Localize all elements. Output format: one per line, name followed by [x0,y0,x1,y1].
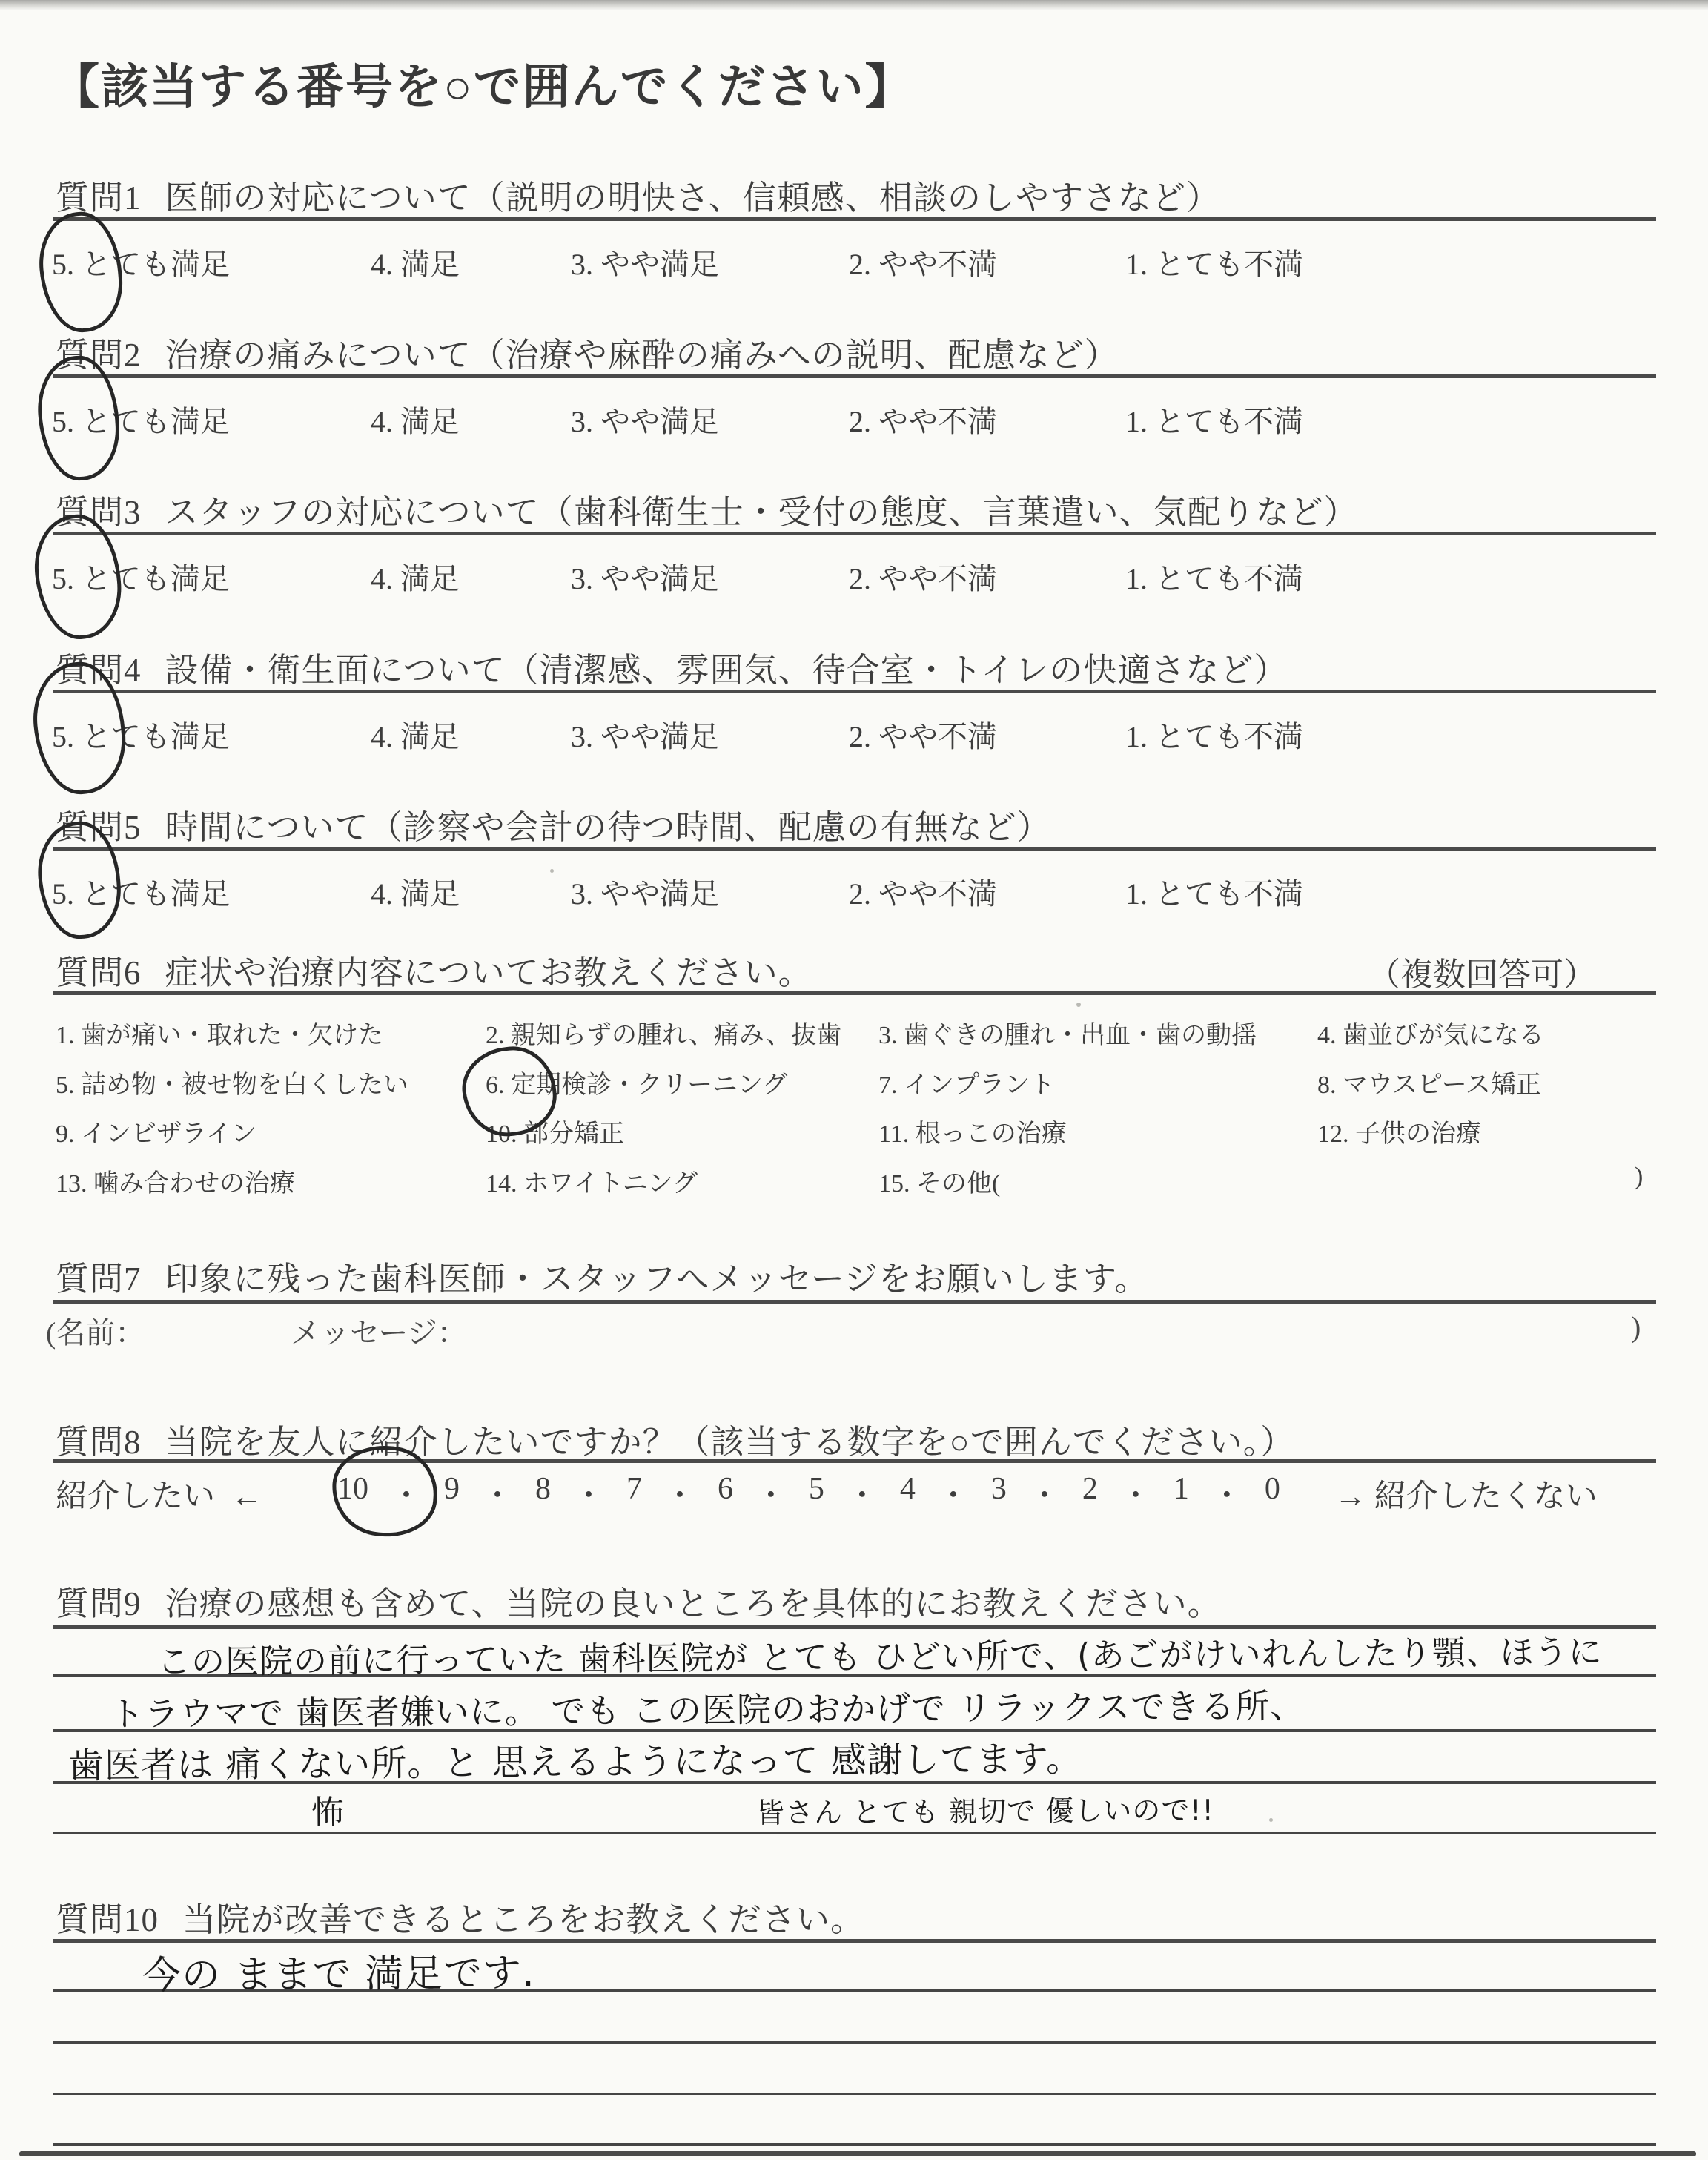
q6-item-10: 10. 部分矯正 [486,1120,624,1148]
q9-handwriting-correction: 怖 [311,1793,345,1832]
q8-dot: ・ [572,1479,604,1513]
question-2-number: 質問2 [56,337,142,374]
question-6-note: （複数回答可） [1368,957,1596,993]
q6-item-14: 14. ホワイトニング [486,1170,698,1198]
q5-option-2: 2. やや不満 [849,877,997,911]
q4-option-1: 1. とても不満 [1125,720,1303,753]
q8-number-0: 0 [1264,1472,1280,1506]
question-1-header [56,171,1220,219]
question-10-header [56,1892,864,1941]
q3-option-1: 1. とても不満 [1125,562,1303,595]
question-8-divider [53,1459,1656,1463]
scan-artifact-top-edge [0,0,1708,10]
q9-handwriting-line-3: 歯医者は 痛くない所。と 思えるようになって 感謝してます。 [67,1738,1083,1787]
q6-item-12: 12. 子供の治療 [1317,1120,1481,1148]
q2-option-2: 2. やや不満 [849,405,997,438]
q8-number-8: 8 [534,1472,551,1506]
q8-number-5: 5 [808,1472,824,1506]
q5-option-4: 4. 満足 [371,877,460,911]
q8-dot: ・ [481,1479,513,1513]
q8-right-arrow: → [1334,1479,1366,1514]
q2-option-5: 5. とても満足 [52,405,230,438]
question-3-divider [53,532,1656,535]
q6-item-9: 9. インビザライン [56,1120,256,1148]
q3-option-5: 5. とても満足 [52,562,230,595]
q10-answer-line-4 [53,2143,1656,2146]
q10-answer-line-2 [53,2041,1656,2044]
q8-number-1: 1 [1173,1472,1189,1506]
question-2-title: 治療の痛みについて（治療や麻酔の痛みへの説明、配慮など） [165,337,1119,374]
question-4-header [56,643,1288,691]
question-7-header [56,1252,1148,1300]
question-8-header [56,1415,1294,1463]
q8-number-3: 3 [990,1472,1007,1506]
question-5-divider [53,847,1656,851]
question-5-header [56,800,1051,848]
question-4-options [52,713,1661,755]
q6-item-1: 1. 歯が痛い・取れた・欠けた [56,1022,383,1049]
scan-speckle [1076,1003,1081,1007]
question-8-title: 当院を友人に紹介したいですか？（該当する数字を○で囲んでください。） [165,1424,1295,1461]
page-title: 【該当する番号を○で囲んでください】 [52,61,914,113]
q4-option-4: 4. 満足 [371,720,460,753]
question-3-number: 質問3 [56,494,142,531]
scan-speckle [550,869,554,873]
q8-number-4: 4 [899,1472,916,1506]
question-5-number: 質問5 [56,809,142,846]
question-10-title: 当院が改善できるところをお教えください。 [182,1901,865,1938]
question-7-divider [53,1300,1656,1304]
q5-option-1: 1. とても不満 [1125,877,1303,911]
q6-item-11: 11. 根っこの治療 [878,1120,1067,1148]
q4-option-2: 2. やや不満 [849,720,997,753]
q3-option-2: 2. やや不満 [849,562,997,595]
q8-left-arrow: ← [231,1479,263,1514]
q8-dot: ・ [1028,1479,1060,1513]
question-4-divider [53,690,1656,693]
q4-option-3: 3. やや満足 [571,720,719,753]
q1-option-2: 2. やや不満 [849,248,997,281]
question-4-title: 設備・衛生面について（清潔感、雰囲気、待合室・トイレの快適さなど） [165,652,1288,689]
q6-item-3: 3. 歯ぐきの腫れ・出血・歯の動揺 [878,1022,1257,1049]
question-3-header [56,485,1358,533]
q8-dot: ・ [755,1479,787,1513]
question-2-options [52,398,1661,440]
q2-option-3: 3. やや満足 [571,405,719,438]
question-6-divider [53,991,1656,995]
q4-option-5: 5. とても満足 [52,720,230,753]
q2-option-4: 4. 満足 [371,405,460,438]
q6-item-13: 13. 噛み合わせの治療 [56,1170,295,1198]
q8-dot: ・ [1211,1479,1242,1513]
q6-item-2: 2. 親知らずの腫れ、痛み、抜歯 [486,1022,842,1049]
question-9-number: 質問9 [56,1585,142,1622]
q7-message-label: メッセージ： [291,1316,467,1350]
q8-number-9: 9 [443,1472,460,1506]
question-1-title: 医師の対応について（説明の明快さ、信頼感、相談のしやすさなど） [165,179,1220,217]
q6-item-5: 5. 詰め物・被せ物を白くしたい [56,1071,408,1099]
question-1-number: 質問1 [56,179,142,217]
question-5-title: 時間について（診察や会計の待つ時間、配慮の有無など） [165,809,1051,846]
q8-number-10: 10 [337,1472,368,1506]
q1-option-4: 4. 満足 [371,248,460,281]
question-10-divider [53,1939,1656,1943]
q6-item-8: 8. マウスピース矯正 [1317,1071,1541,1099]
question-3-title: スタッフの対応について（歯科衛生士・受付の態度、言葉遣い、気配りなど） [165,494,1358,531]
q6-item-4: 4. 歯並びが気になる [1317,1022,1544,1049]
q1-option-1: 1. とても不満 [1125,248,1303,281]
q10-handwriting-answer: 今の ままで 満足です. [142,1951,535,1998]
question-3-options [52,555,1661,597]
q9-handwriting-line-2: トラウマで 歯医者嫌いに。 でも この医院のおかげで リラックスできる所、 [109,1685,1305,1734]
question-4-number: 質問4 [56,652,142,689]
q5-option-3: 3. やや満足 [571,877,719,911]
q6-item-6: 6. 定期検診・クリーニング [486,1071,788,1099]
q9-handwriting-line-4: 皆さん とても 親切で 優しいので!! [755,1793,1214,1830]
scan-speckle [1269,1818,1273,1822]
handwritten-answer-circle-q1 [35,209,127,336]
question-6-header [56,945,812,994]
q8-dot: ・ [846,1479,878,1513]
q8-dot: ・ [663,1479,695,1513]
question-9-title: 治療の感想も含めて、当院の良いところを具体的にお教えください。 [165,1585,1222,1622]
q8-dot: ・ [390,1479,422,1513]
q6-closing-paren: ) [1635,1163,1644,1190]
q8-number-2: 2 [1082,1472,1098,1506]
q7-name-label: (名前： [46,1316,145,1350]
question-6-number: 質問6 [56,954,142,991]
q8-dot: ・ [1119,1479,1151,1513]
q7-closing-paren: ) [1631,1310,1641,1344]
question-7-title: 印象に残った歯科医師・スタッフへメッセージをお願いします。 [165,1261,1149,1298]
q10-answer-line-3 [53,2093,1656,2095]
scan-artifact-bottom-edge [19,2151,1696,2156]
question-10-number: 質問10 [56,1901,159,1938]
q1-option-3: 3. やや満足 [571,248,719,281]
question-7-number: 質問7 [56,1261,142,1298]
q6-item-15: 15. その他( [878,1170,1001,1198]
question-2-header [56,328,1119,376]
question-6-title: 症状や治療内容についてお教えください。 [165,954,812,991]
q2-option-1: 1. とても不満 [1125,405,1303,438]
q8-right-label [1334,1471,1598,1516]
q6-item-7: 7. インプラント [878,1071,1055,1099]
question-1-divider [53,217,1656,221]
q1-option-5: 5. とても満足 [52,248,230,281]
q8-dot: ・ [937,1479,969,1513]
q8-number-7: 7 [626,1472,642,1506]
q9-answer-line-4 [53,1832,1656,1834]
q5-option-5: 5. とても満足 [52,877,230,911]
q9-handwriting-line-1: この医院の前に行っていた 歯科医院が とても ひどい所で、(あごがけいれんしたり顎、ほうに [156,1632,1603,1682]
q8-left-label-text: 紹介したい [56,1479,215,1514]
q8-number-scale [337,1471,1280,1516]
q8-right-label-text: 紹介したくない [1374,1479,1598,1514]
q3-option-4: 4. 満足 [371,562,460,595]
q8-number-6: 6 [717,1472,733,1506]
question-1-options [52,241,1661,283]
question-2-divider [53,374,1656,378]
q3-option-3: 3. やや満足 [571,562,719,595]
q8-left-label [56,1471,263,1516]
question-9-header [56,1576,1222,1625]
question-5-options [52,871,1661,912]
question-8-number: 質問8 [56,1424,142,1461]
